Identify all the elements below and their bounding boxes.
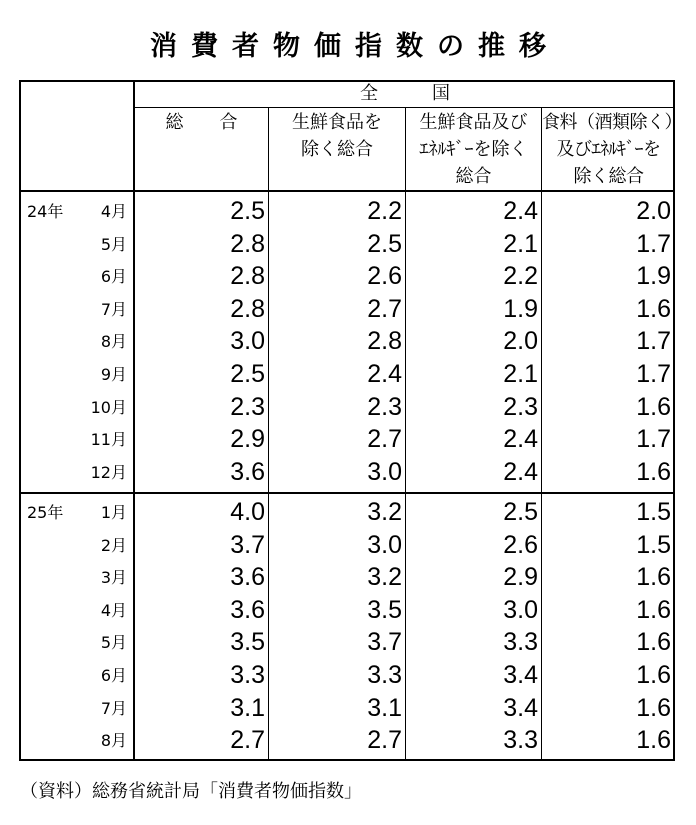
value-cell: 1.6 xyxy=(636,294,671,323)
value-cell: 2.0 xyxy=(636,197,671,225)
col-divider-2 xyxy=(405,108,406,759)
month-label: 6月 xyxy=(100,666,127,685)
month-label: 7月 xyxy=(100,299,127,319)
value-cell: 2.8 xyxy=(230,262,265,291)
value-cell: 2.5 xyxy=(367,229,402,258)
value-cell: 3.1 xyxy=(367,693,402,722)
month-label: 5月 xyxy=(100,633,127,653)
value-cell: 2.3 xyxy=(367,392,402,421)
month-label: 5月 xyxy=(100,234,127,254)
value-cell: 1.7 xyxy=(636,360,671,388)
month-label: 11月 xyxy=(90,430,127,450)
value-cell: 2.1 xyxy=(503,229,538,258)
value-cell: 2.4 xyxy=(503,457,538,486)
header-col-3 xyxy=(406,109,541,190)
value-cell: 2.6 xyxy=(367,262,402,291)
col-divider-1 xyxy=(268,108,269,759)
value-cell: 3.3 xyxy=(503,628,538,657)
value-cell: 2.5 xyxy=(503,498,538,526)
value-cell: 1.7 xyxy=(636,425,671,454)
value-cell: 2.7 xyxy=(367,294,402,323)
value-cell: 2.3 xyxy=(503,392,538,421)
value-cell: 2.4 xyxy=(367,360,402,388)
value-cell: 1.6 xyxy=(636,392,671,421)
value-cell: 3.6 xyxy=(230,457,265,486)
header-col-1-line1: 総 合 xyxy=(165,112,238,133)
value-cell: 2.7 xyxy=(367,425,402,454)
header-col-4-line3: 除く総合 xyxy=(573,166,644,187)
month-label: 3月 xyxy=(100,568,127,588)
col-divider-3 xyxy=(541,108,542,759)
value-cell: 1.5 xyxy=(636,498,671,526)
value-cell: 3.0 xyxy=(503,595,538,624)
header-col-2 xyxy=(269,109,405,163)
month-label: 9月 xyxy=(100,365,127,384)
value-cell: 3.0 xyxy=(367,530,402,559)
value-cell: 3.2 xyxy=(367,498,402,526)
month-label: 8月 xyxy=(100,332,127,352)
header-col-3-line2: ｴﾈﾙｷﾞｰを除く xyxy=(419,139,528,160)
value-cell: 3.5 xyxy=(367,595,402,624)
value-cell: 3.2 xyxy=(367,563,402,592)
cpi-table xyxy=(19,80,682,761)
header-col-4-line1: 食料（酒類除く） xyxy=(542,112,682,133)
value-cell: 3.3 xyxy=(503,726,538,755)
value-cell: 1.9 xyxy=(636,262,671,291)
value-cell: 3.7 xyxy=(367,628,402,657)
value-cell: 3.0 xyxy=(230,327,265,356)
month-label: 4月 xyxy=(100,202,127,221)
year-label: 25年 xyxy=(27,503,64,522)
header-col-3-line1: 生鮮食品及び xyxy=(419,112,528,133)
value-cell: 2.7 xyxy=(367,726,402,755)
value-cell: 1.6 xyxy=(636,563,671,592)
month-label: 8月 xyxy=(100,731,127,751)
value-cell: 1.6 xyxy=(636,726,671,755)
month-label: 2月 xyxy=(100,535,127,555)
value-cell: 2.9 xyxy=(503,563,538,592)
header-col-1 xyxy=(135,109,268,136)
section-divider xyxy=(21,492,673,494)
value-cell: 3.5 xyxy=(230,628,265,657)
value-cell: 2.3 xyxy=(230,392,265,421)
value-cell: 1.6 xyxy=(636,457,671,486)
value-cell: 1.9 xyxy=(503,294,538,323)
value-cell: 3.6 xyxy=(230,595,265,624)
value-cell: 3.0 xyxy=(367,457,402,486)
value-cell: 2.2 xyxy=(503,262,538,291)
value-cell: 2.7 xyxy=(230,726,265,755)
value-cell: 2.1 xyxy=(503,360,538,388)
header-bottom-border xyxy=(21,190,673,192)
value-cell: 2.2 xyxy=(367,197,402,225)
value-cell: 2.4 xyxy=(503,425,538,454)
month-label: 1月 xyxy=(100,503,127,522)
month-label: 6月 xyxy=(100,267,127,287)
month-label: 7月 xyxy=(100,698,127,718)
header-col-2-line2: 除く総合 xyxy=(301,139,373,160)
col-divider-label xyxy=(133,82,135,759)
value-cell: 1.7 xyxy=(636,229,671,258)
value-cell: 2.6 xyxy=(503,530,538,559)
year-label: 24年 xyxy=(27,202,64,221)
value-cell: 2.0 xyxy=(503,327,538,356)
header-group-label: 全 国 xyxy=(360,83,450,104)
value-cell: 3.3 xyxy=(230,661,265,689)
value-cell: 2.8 xyxy=(230,229,265,258)
header-divider xyxy=(133,107,675,108)
source-footnote: （資料）総務省統計局「消費者物価指数」 xyxy=(20,781,362,802)
value-cell: 3.7 xyxy=(230,530,265,559)
value-cell: 1.6 xyxy=(636,661,671,689)
value-cell: 1.6 xyxy=(636,628,671,657)
header-col-3-line3: 総合 xyxy=(455,166,492,187)
value-cell: 2.5 xyxy=(230,360,265,388)
month-label: 10月 xyxy=(90,397,127,417)
value-cell: 2.9 xyxy=(230,425,265,454)
value-cell: 3.3 xyxy=(367,661,402,689)
value-cell: 3.4 xyxy=(503,661,538,689)
value-cell: 1.6 xyxy=(636,595,671,624)
value-cell: 2.8 xyxy=(367,327,402,356)
value-cell: 2.5 xyxy=(230,197,265,225)
value-cell: 2.4 xyxy=(503,197,538,225)
value-cell: 3.4 xyxy=(503,693,538,722)
header-col-4-line2: 及びｴﾈﾙｷﾞｰを xyxy=(556,139,661,160)
header-col-2-line1: 生鮮食品を xyxy=(292,112,382,133)
month-label: 4月 xyxy=(100,600,127,620)
value-cell: 4.0 xyxy=(230,498,265,526)
month-label: 12月 xyxy=(90,462,127,482)
value-cell: 1.6 xyxy=(636,693,671,722)
value-cell: 1.7 xyxy=(636,327,671,356)
value-cell: 3.6 xyxy=(230,563,265,592)
value-cell: 2.8 xyxy=(230,294,265,323)
value-cell: 3.1 xyxy=(230,693,265,722)
header-col-4 xyxy=(542,109,682,190)
value-cell: 1.5 xyxy=(636,530,671,559)
page-title: 消費者物価指数の推移 xyxy=(150,31,560,62)
